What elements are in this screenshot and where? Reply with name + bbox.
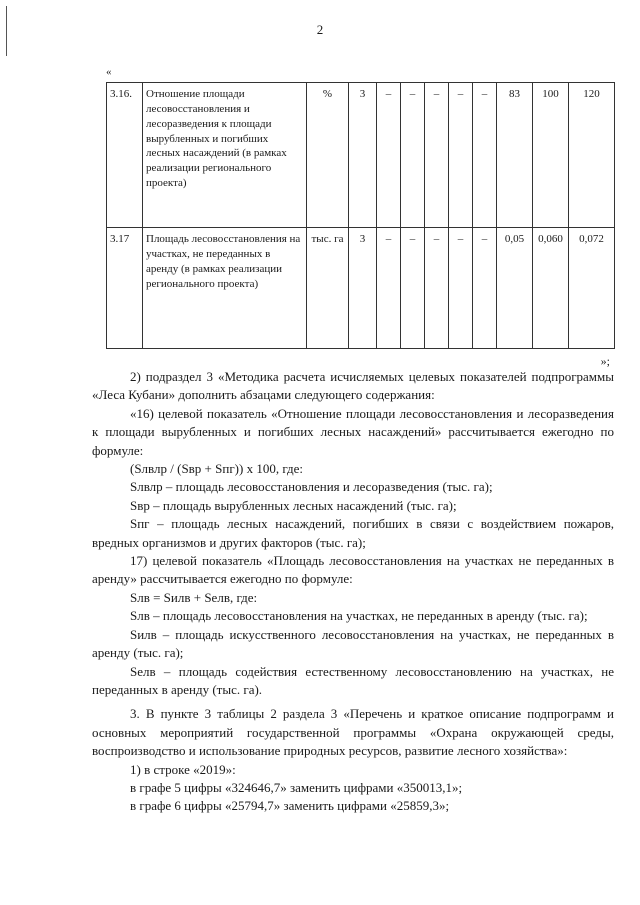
value-cell: – [401,228,425,349]
value-cell: – [425,83,449,228]
value-cell: – [377,83,401,228]
value-cell: – [449,83,473,228]
paragraph: в графе 5 цифры «324646,7» заменить цифрами «350013,1»; [130,779,463,795]
paragraph: «16) целевой показатель «Отношение площади лесовосстановления и лесоразведения к площади вырубленных и погибших лесных насаждений» рассчитывается ежегодно по формуле: [92,405,614,458]
value-cell: 0,060 [533,228,569,349]
quote-close: »; [600,354,610,368]
page-number: 2 [316,22,324,37]
value-cell: 100 [533,83,569,228]
paragraph: Sелв – площадь содействия естественному лесовосстановлению на участках, не переданных в аренду (тыс. га). [92,663,614,697]
value-cell: 120 [569,83,615,228]
value-cell: – [401,83,425,228]
paragraph: в графе 6 цифры «25794,7» заменить цифрами «25859,3»; [130,798,450,814]
paragraph: 2) подраздел 3 «Методика расчета исчисляемых целевых показателей подпрограммы «Леса Кубани» дополнить абзацами следующего содержания: [92,369,614,403]
formula: (Sлвлр / (Sвр + Sпг)) х 100, где: [130,461,303,477]
value-cell: 0,05 [497,228,533,349]
formula: Sлв = Sилв + Sелв, где: [130,589,258,605]
paragraph: 1) в строке «2019»: [130,761,236,777]
status-cell: 3 [349,228,377,349]
paragraph: Sлв – площадь лесовосстановления на участках, не переданных в аренду (тыс. га); [130,608,588,624]
value-cell: – [473,228,497,349]
indicator-name: Площадь лесовосстановления на участках, не переданных в аренду (в рамках реализации регионального проекта) [143,228,307,349]
table-row [107,83,615,228]
paragraph: Sилв – площадь искусственного лесовосстановления на участках, не переданных в аренду (тыс. га); [92,626,614,661]
value-cell: – [449,228,473,349]
indicator-name: Отношение площади лесовосстановления и лесоразведения к площади вырубленных и погибших лесных насаждений (в рамках реализации регионального проекта) [143,83,307,228]
paragraph: Sлвлр – площадь лесовосстановления и лесоразведения (тыс. га); [130,479,493,495]
unit-cell: тыс. га [307,228,349,349]
table-row [107,228,615,349]
paragraph: 3. В пункте 3 таблицы 2 раздела 3 «Перечень и краткое описание подпрограмм и основных мероприятий государственной программы «Охрана окружающей среды, воспроизводство и использование природных ресурсов, развитие лесного хозяйства»: [92,706,614,759]
paragraph: Sпг – площадь лесных насаждений, погибших в связи с воздействием пожаров, вредных организмов и других факторов (тыс. га); [92,516,614,550]
body-text [92,368,614,816]
value-cell: – [425,228,449,349]
value-cell: – [473,83,497,228]
targets-table [106,82,615,349]
unit-cell: % [307,83,349,228]
value-cell: – [377,228,401,349]
row-number: 3.16. [107,83,143,228]
row-number: 3.17 [107,228,143,349]
value-cell: 83 [497,83,533,228]
status-cell: 3 [349,83,377,228]
quote-open: « [106,66,112,78]
value-cell: 0,072 [569,228,615,349]
paragraph: 17) целевой показатель «Площадь лесовосстановления на участках не переданных в аренду» рассчитывается ежегодно по формуле: [92,553,614,587]
paragraph: Sвр – площадь вырубленных лесных насаждений (тыс. га); [130,497,457,513]
